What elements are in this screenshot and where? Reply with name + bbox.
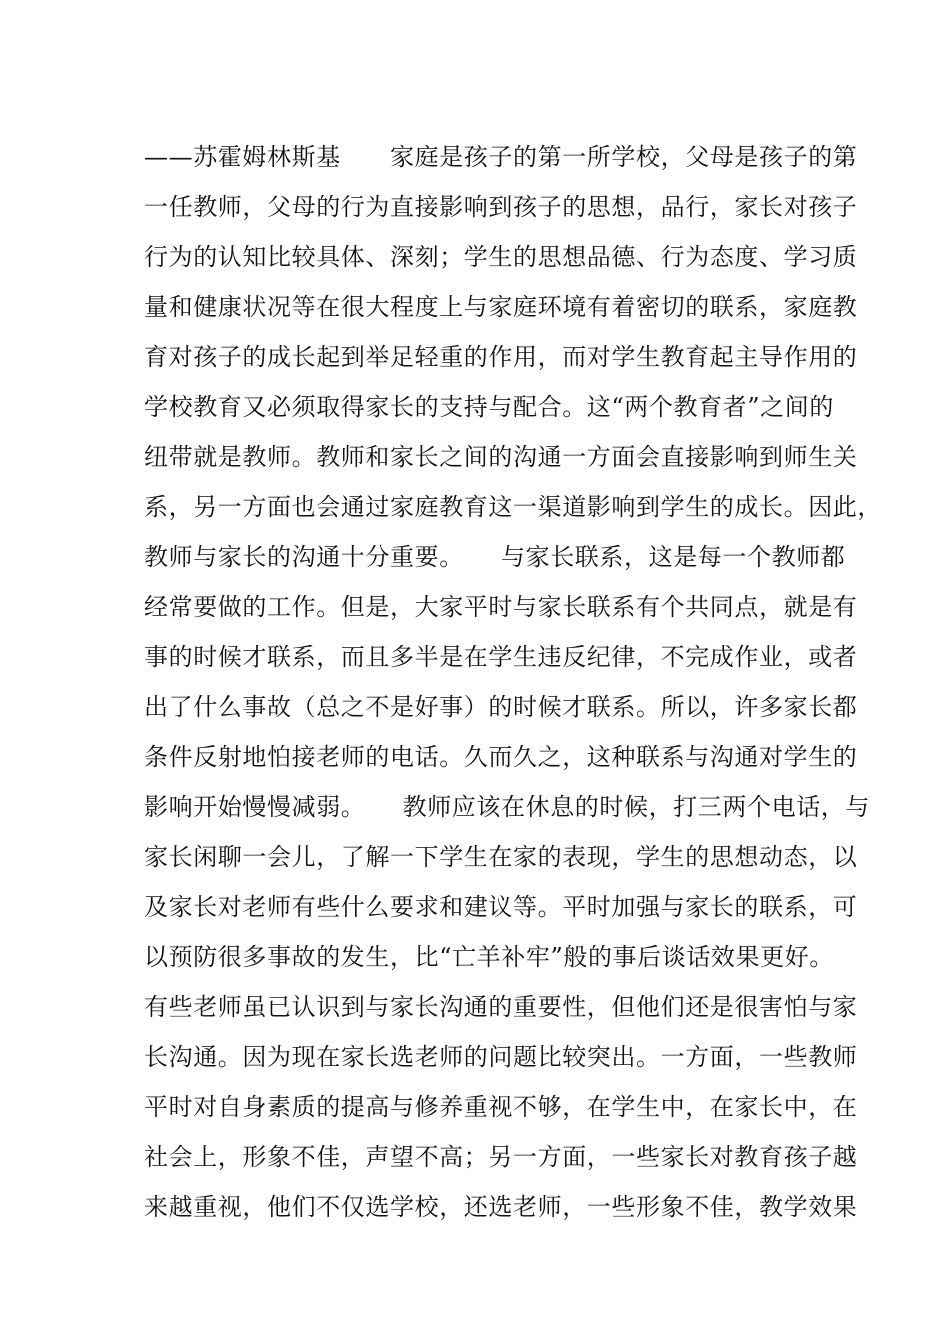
text-line: 长沟通。因为现在家长选老师的问题比较突出。一方面，一些教师 (144, 1043, 858, 1071)
text-line: 学校教育又必须取得家长的支持与配合。这“两个教育者”之间的 (144, 393, 834, 421)
text-line: 社会上，形象不佳，声望不高；另一方面，一些家长对教育孩子越 (144, 1143, 858, 1171)
text-line: ——苏霍姆林斯基 家庭是孩子的第一所学校，父母是孩子的第 (144, 143, 858, 171)
text-line: 经常要做的工作。但是，大家平时与家长联系有个共同点，就是有 (144, 593, 858, 621)
text-line: 事的时候才联系，而且多半是在学生违反纪律，不完成作业，或者 (144, 643, 858, 671)
text-line: 育对孩子的成长起到举足轻重的作用，而对学生教育起主导作用的 (144, 343, 858, 371)
text-line: 系，另一方面也会通过家庭教育这一渠道影响到学生的成长。因此， (144, 493, 882, 521)
text-line: 条件反射地怕接老师的电话。久而久之，这种联系与沟通对学生的 (144, 743, 858, 771)
text-line: 平时对自身素质的提高与修养重视不够，在学生中，在家长中，在 (144, 1093, 858, 1121)
text-line: 影响开始慢慢减弱。 教师应该在休息的时候，打三两个电话，与 (144, 793, 870, 821)
text-line: 行为的认知比较具体、深刻；学生的思想品德、行为态度、学习质 (144, 243, 858, 271)
text-line: 出了什么事故（总之不是好事）的时候才联系。所以，许多家长都 (144, 693, 858, 721)
body-text (144, 132, 882, 1232)
text-line: 以预防很多事故的发生，比“亡羊补牢”般的事后谈话效果更好。 (144, 943, 834, 971)
text-line: 量和健康状况等在很大程度上与家庭环境有着密切的联系，家庭教 (144, 293, 858, 321)
text-line: 及家长对老师有些什么要求和建议等。平时加强与家长的联系，可 (144, 893, 858, 921)
text-line: 有些老师虽已认识到与家长沟通的重要性，但他们还是很害怕与家 (144, 993, 858, 1021)
text-line: 来越重视，他们不仅选学校，还选老师，一些形象不佳，教学效果 (144, 1193, 858, 1221)
text-line: 家长闲聊一会儿，了解一下学生在家的表现，学生的思想动态，以 (144, 843, 858, 871)
text-line: 纽带就是教师。教师和家长之间的沟通一方面会直接影响到师生关 (144, 443, 858, 471)
text-line: 一任教师，父母的行为直接影响到孩子的思想，品行，家长对孩子 (144, 193, 858, 221)
text-line: 教师与家长的沟通十分重要。 与家长联系，这是每一个教师都 (144, 543, 846, 571)
